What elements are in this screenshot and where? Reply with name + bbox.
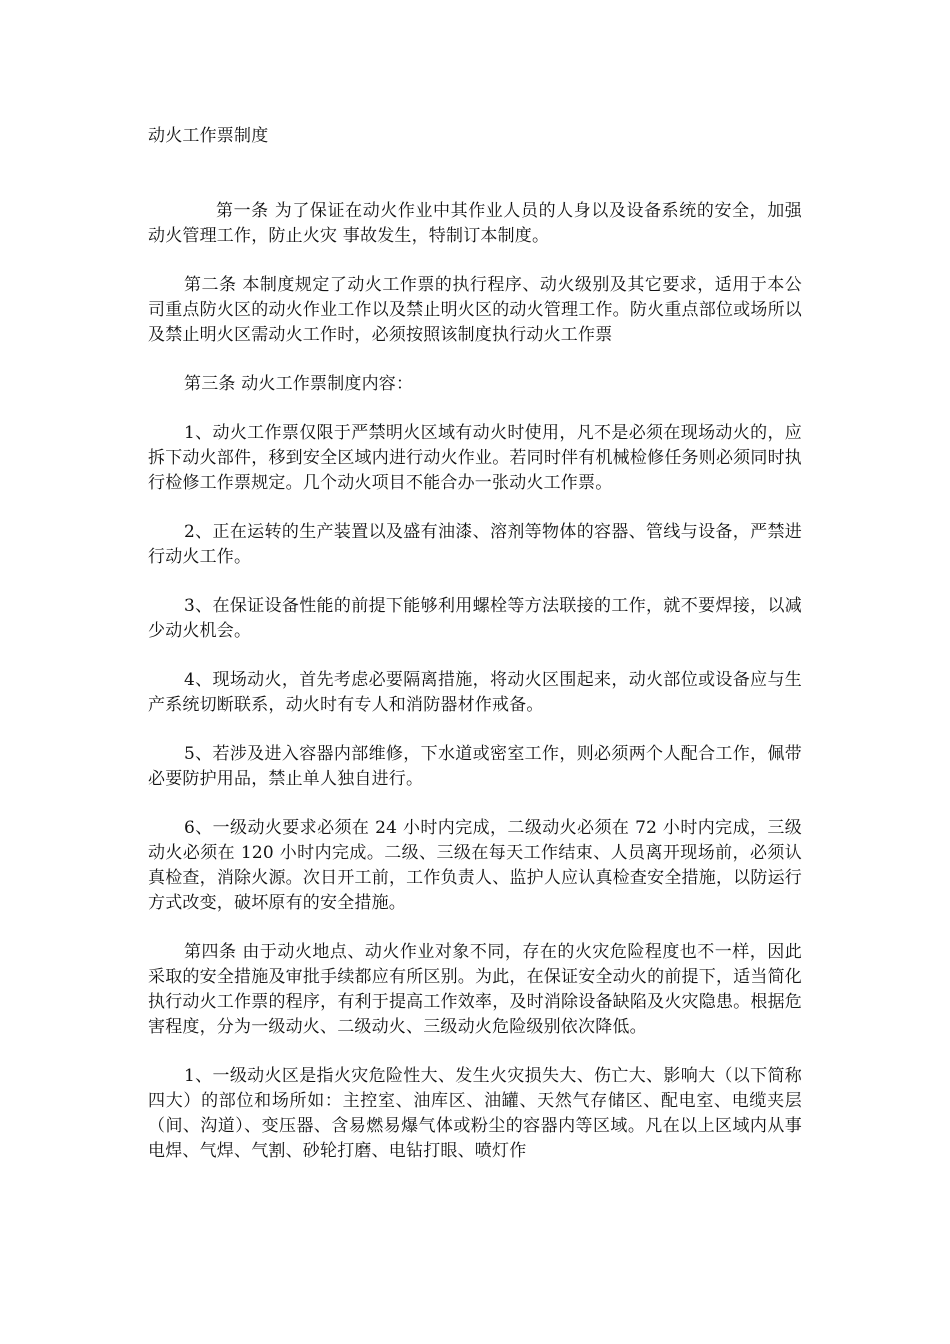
document-title: 动火工作票制度 — [148, 126, 269, 146]
paragraph-article-2: 第二条 本制度规定了动火工作票的执行程序、动火级别及其它要求，适用于本公司重点防火区的动火作业工作以及禁止明火区的动火管理工作。防火重点部位或场所以及禁止明火区需动火工作时，必须按照该制度执行动火工作票 — [148, 275, 802, 345]
paragraph-item-6: 6、一级动火要求必须在 24 小时内完成，二级动火必须在 72 小时内完成，三级动火必须在 120 小时内完成。二级、三级在每天工作结束、人员离开现场前，必须认真检查，消除火源。次日开工前，工作负责人、监护人应认真检查安全措施，以防运行方式改变，破坏原有的安全措施。 — [148, 818, 802, 913]
paragraph-level-1-zone: 1、一级动火区是指火灾危险性大、发生火灾损失大、伤亡大、影响大（以下简称四大）的部位和场所如：主控室、油库区、油罐、天然气存储区、配电室、电缆夹层（间、沟道）、变压器、含易燃易爆气体或粉尘的容器内等区域。凡在以上区域内从事电焊、气焊、气割、砂轮打磨、电钻打眼、喷灯作 — [148, 1066, 802, 1161]
paragraph-item-4: 4、现场动火，首先考虑必要隔离措施，将动火区围起来，动火部位或设备应与生产系统切断联系，动火时有专人和消防器材作戒备。 — [148, 670, 802, 715]
paragraph-article-4: 第四条 由于动火地点、动火作业对象不同，存在的火灾危险程度也不一样，因此采取的安全措施及审批手续都应有所区别。为此，在保证安全动火的前提下，适当简化执行动火工作票的程序，有利于提高工作效率，及时消除设备缺陷及火灾隐患。根据危害程度，分为一级动火、二级动火、三级动火危险级别依次降低。 — [148, 942, 802, 1037]
paragraph-article-1: 第一条 为了保证在动火作业中其作业人员的人身以及设备系统的安全，加强动火管理工作，防止火灾 事故发生，特制订本制度。 — [148, 201, 802, 246]
paragraph-item-2: 2、正在运转的生产装置以及盛有油漆、溶剂等物体的容器、管线与设备，严禁进行动火工作。 — [148, 522, 802, 567]
paragraph-article-3: 第三条 动火工作票制度内容： — [184, 374, 414, 394]
document-body — [148, 199, 802, 1188]
paragraph-item-5: 5、若涉及进入容器内部维修，下水道或密室工作，则必须两个人配合工作，佩带必要防护用品，禁止单人独自进行。 — [148, 744, 802, 789]
paragraph-item-3: 3、在保证设备性能的前提下能够利用螺栓等方法联接的工作，就不要焊接，以减少动火机会。 — [148, 596, 802, 641]
paragraph-item-1: 1、动火工作票仅限于严禁明火区域有动火时使用，凡不是必须在现场动火的，应拆下动火部件，移到安全区域内进行动火作业。若同时伴有机械检修任务则必须同时执行检修工作票规定。几个动火项目不能合办一张动火工作票。 — [148, 423, 802, 493]
